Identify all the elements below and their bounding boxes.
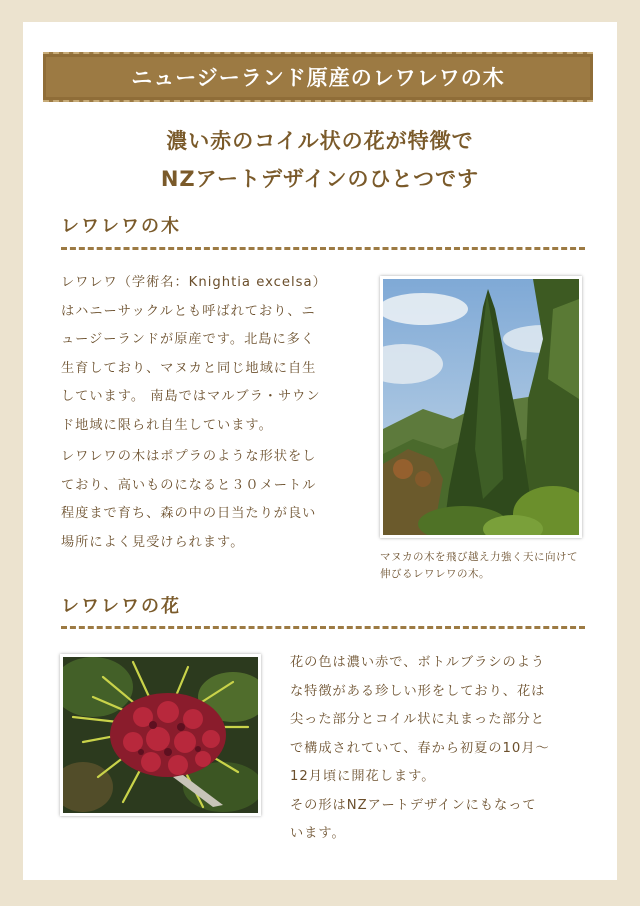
text-line: 生育しており、マヌカと同じ地域に自生 — [61, 360, 317, 376]
section-divider-flower — [61, 626, 585, 629]
content-card — [23, 22, 617, 880]
text-line: な特徴がある珍しい形をしており、花は — [290, 683, 546, 699]
tree-paragraph-1 — [61, 269, 361, 440]
text-line: レワレワ（学術名：Knightia excelsa） — [61, 275, 327, 290]
text-line: はハニーサックルとも呼ばれており、ニ — [61, 303, 316, 319]
text-line: ュージーランドが原産です。北島に多く — [61, 332, 316, 347]
section-divider-tree — [61, 247, 585, 250]
tree-photo-caption — [380, 549, 590, 583]
caption-line: 伸びるレワレワの木。 — [380, 568, 490, 580]
title-banner — [43, 52, 593, 102]
section-heading-flower: レワレワの花 — [61, 596, 181, 617]
rewarewa-tree-photo — [380, 276, 582, 538]
tree-paragraph-2 — [61, 443, 361, 557]
rewarewa-flower-photo — [60, 654, 261, 816]
text-line: 花の色は濃い赤で、ボトルブラシのよう — [290, 655, 546, 670]
flower-paragraph — [290, 649, 590, 849]
text-line: しています。 南島ではマルブラ・サウン — [61, 389, 321, 404]
text-line: います。 — [290, 826, 346, 841]
text-line: ド地域に限られ自生しています。 — [61, 417, 273, 433]
subtitle-line-1: 濃い赤のコイル状の花が特徴で — [166, 129, 474, 153]
text-line: レワレワの木はポプラのような形状をし — [61, 449, 317, 464]
section-heading-tree: レワレワの木 — [61, 216, 181, 237]
text-line: 尖った部分とコイル状に丸まった部分と — [290, 712, 545, 727]
subtitle-line-2: NZアートデザインのひとつです — [160, 167, 480, 191]
text-line: で構成されていて、春から初夏の10月〜 — [290, 740, 550, 756]
text-line: 場所によく見受けられます。 — [61, 534, 245, 550]
page-subtitle — [23, 122, 617, 198]
text-line: 程度まで育ち、森の中の日当たりが良い — [61, 506, 317, 521]
banner-title: ニュージーランド原産のレワレワの木 — [131, 66, 505, 90]
text-line: 12月頃に開花します。 — [290, 769, 436, 784]
text-line: ており、高いものになると３０メートル — [61, 477, 317, 493]
caption-line: マヌカの木を飛び越え力強く天に向けて — [380, 551, 578, 563]
text-line: その形はNZアートデザインにもなって — [290, 797, 537, 813]
